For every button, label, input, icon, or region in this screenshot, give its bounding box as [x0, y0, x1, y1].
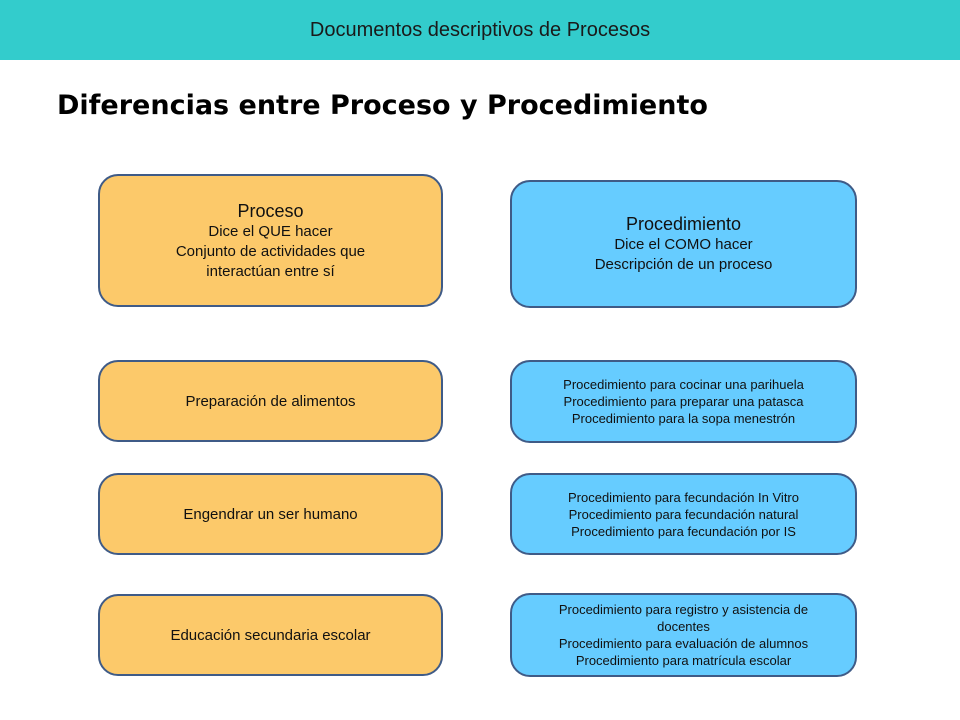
slide-title: Diferencias entre Proceso y Procedimiento: [57, 90, 708, 121]
procedure-line: docentes: [657, 619, 710, 634]
process-box: [98, 594, 443, 676]
procedure-box: [510, 360, 857, 443]
process-label: Preparación de alimentos: [185, 392, 356, 410]
proceso-line: interactúan entre sí: [206, 262, 335, 280]
procedimiento-definition-box: [510, 180, 857, 308]
proceso-line: Conjunto de actividades que: [175, 242, 366, 260]
process-label: Engendrar un ser humano: [183, 505, 358, 523]
procedure-line: Procedimiento para preparar una patasca: [563, 394, 804, 409]
process-box: [98, 473, 443, 555]
proceso-heading: Proceso: [237, 200, 304, 221]
procedure-box: [510, 593, 857, 677]
procedure-line: Procedimiento para matrícula escolar: [575, 653, 792, 668]
procedimiento-line: Descripción de un proceso: [594, 256, 773, 273]
procedure-line: Procedimiento para fecundación In Vitro: [567, 489, 799, 505]
procedimiento-line: Dice el COMO hacer: [614, 236, 753, 253]
procedure-line: Procedimiento para registro y asistencia de: [558, 602, 809, 617]
procedure-line: Procedimiento para cocinar una parihuela: [563, 377, 804, 392]
procedure-line: Procedimiento para fecundación natural: [568, 506, 799, 522]
procedure-line: Procedimiento para fecundación por IS: [571, 523, 796, 539]
procedimiento-heading: Procedimiento: [625, 214, 742, 234]
process-box: [98, 360, 443, 442]
proceso-line: Dice el QUE hacer: [208, 222, 333, 240]
process-label: Educación secundaria escolar: [170, 626, 371, 644]
procedure-line: Procedimiento para evaluación de alumnos: [558, 636, 809, 651]
header-text: Documentos descriptivos de Procesos: [309, 18, 651, 41]
header-bar: [0, 0, 960, 60]
procedure-line: Procedimiento para la sopa menestrón: [571, 411, 796, 426]
proceso-definition-box: [98, 174, 443, 307]
procedure-box: [510, 473, 857, 555]
